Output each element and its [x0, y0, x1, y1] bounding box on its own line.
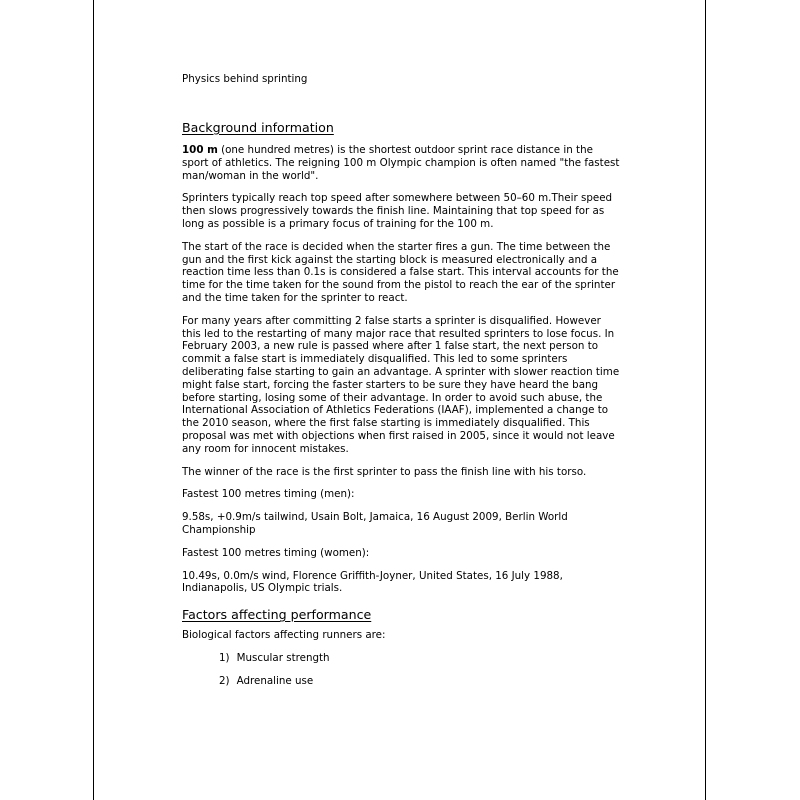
section-heading-background: Background information [182, 120, 334, 135]
women-record-label: Fastest 100 metres timing (women): [182, 546, 370, 559]
list-item-number: 2) [219, 674, 230, 687]
men-record: 9.58s, +0.9m/s tailwind, Usain Bolt, Jamaica, 16 August 2009, Berlin World Championship [182, 511, 568, 536]
men-record-label: Fastest 100 metres timing (men): [182, 488, 355, 501]
paragraph-race-start: The start of the race is decided when the starter fires a gun. The time between the gun and the first kick against the starting block is measured electronically and a reaction time less than 0.1s is considered a false start. This interval accounts for the time for the time taken for the sound from the pistol to reach the ear of the sprinter and the time taken for the sprinter to react. [182, 240, 619, 304]
paragraph-top-speed: Sprinters typically reach top speed after somewhere between 50–60 m.Their speed then slows progressively towards the finish line. Maintaining that top speed for as long as possible is a primary focus of training for the 100 m. [182, 192, 613, 230]
list-item-text: Adrenaline use [236, 674, 314, 687]
document-title: Physics behind sprinting [182, 73, 308, 85]
paragraph-intro [182, 144, 622, 182]
document-page [93, 0, 706, 800]
section-heading-factors: Factors affecting performance [182, 607, 372, 623]
women-record: 10.49s, 0.0m/s wind, Florence Griffith-Joyner, United States, 16 July 1988, Indianapolis, US Olympic trials. [182, 569, 563, 595]
intro-text: (one hundred metres) is the shortest outdoor sprint race distance in the sport of athletics. The reigning 100 m Olympic champion is often named "the fastest man/woman in the world". [182, 144, 620, 182]
factors-list [182, 652, 622, 688]
list-item [219, 675, 622, 688]
document-body [182, 73, 622, 698]
paragraph-winner: The winner of the race is the first sprinter to pass the finish line with his torso. [182, 465, 587, 478]
paragraph-false-starts: For many years after committing 2 false starts a sprinter is disqualified. However this led to the restarting of many major race that resulted sprinters to lose focus. In February 2003, a new rule is passed where after 1 false start, the next person to commit a false start is immediately disqualified. This led to some sprinters deliberating false starting to gain an advantage. A sprinter with slower reaction time might false start, forcing the faster starters to be sure they have heard the bang before starting, losing some of their advantage. In order to avoid such abuse, the International Association of Athletics Federations (IAAF), implemented a change to the 2010 season, where the first false starting is immediately disqualified. This proposal was met with objections when first raised in 2005, since it would not leave any room for innocent mistakes. [182, 314, 620, 455]
list-item-number: 1) [219, 651, 230, 664]
list-item-text: Muscular strength [236, 651, 330, 664]
intro-bold-term: 100 m [182, 144, 218, 156]
list-item [219, 652, 622, 665]
factors-intro: Biological factors affecting runners are: [182, 629, 386, 642]
